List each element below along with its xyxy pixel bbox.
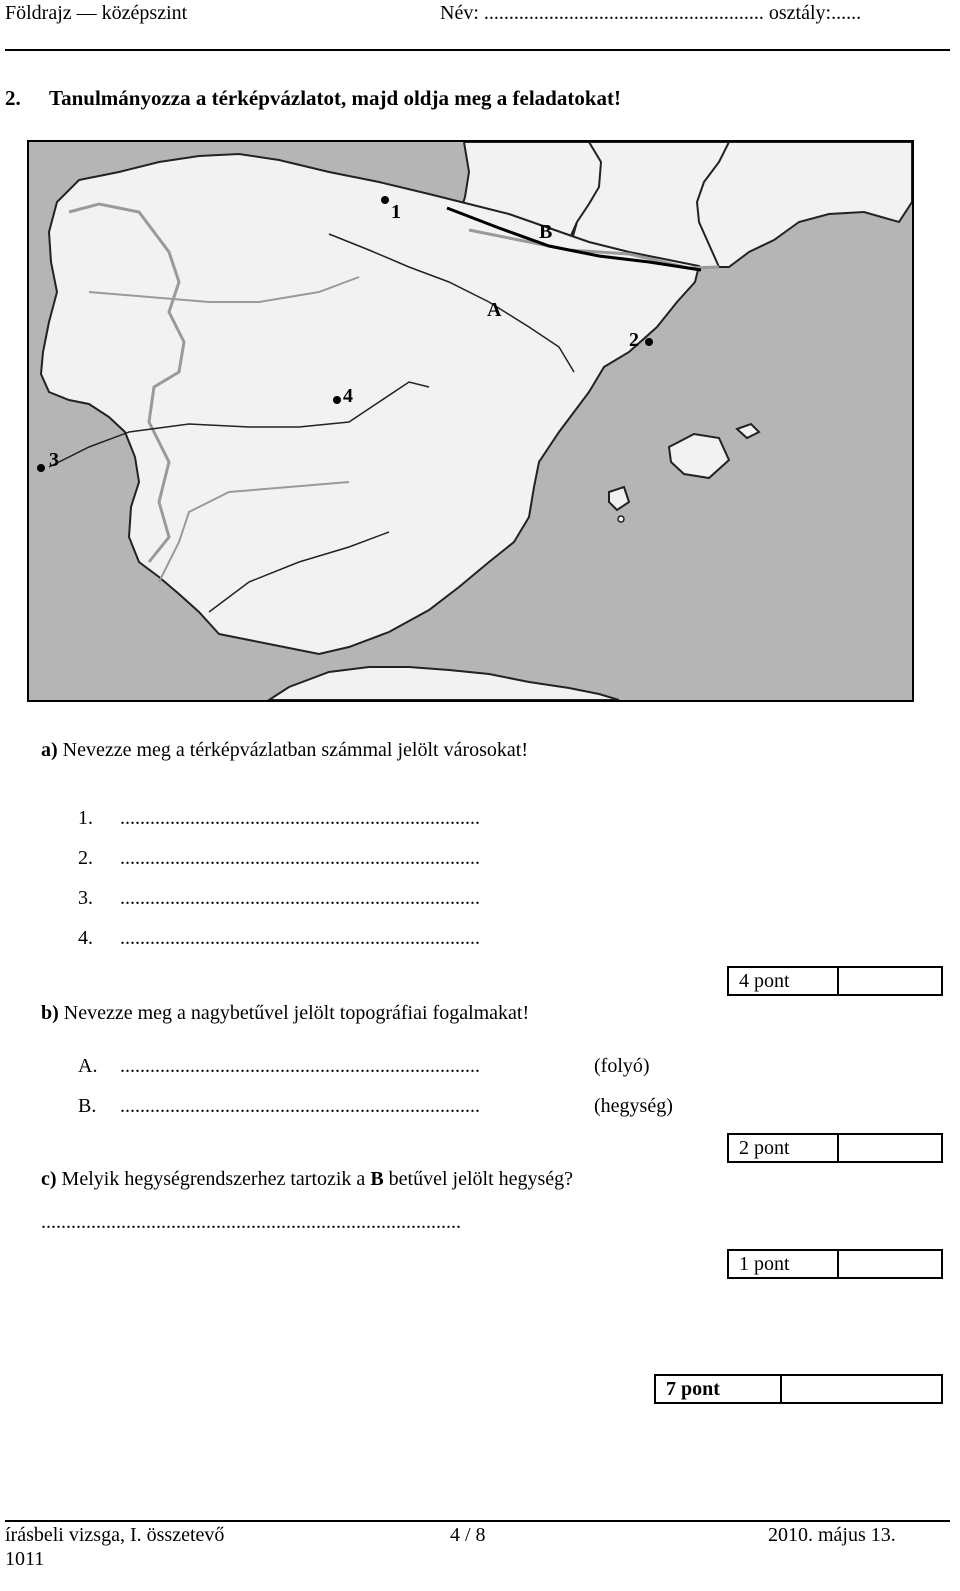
answer-number: 3. bbox=[78, 887, 93, 909]
score-label: 1 pont bbox=[729, 1251, 839, 1277]
answer-dots: ........................................................................ bbox=[120, 807, 480, 829]
city-3-dot bbox=[37, 464, 45, 472]
footer-page: 4 / 8 bbox=[450, 1524, 486, 1546]
question-a-text: Nevezze meg a térképvázlatban számmal jelölt városokat! bbox=[62, 739, 529, 761]
score-input[interactable] bbox=[839, 968, 941, 994]
answer-line-A[interactable] bbox=[78, 1054, 480, 1078]
score-label: 4 pont bbox=[729, 968, 839, 994]
header-name-field: Név: ........................................................ osztály:...... bbox=[440, 2, 862, 24]
score-box-c bbox=[727, 1249, 943, 1279]
answer-dots: ........................................................................ bbox=[120, 847, 480, 869]
task-number: 2. bbox=[5, 86, 21, 110]
footer-date: 2010. május 13. bbox=[768, 1524, 896, 1546]
total-score-input[interactable] bbox=[782, 1376, 941, 1402]
task-title bbox=[5, 86, 621, 111]
label-city-4: 4 bbox=[343, 385, 353, 407]
footer-left: írásbeli vizsga, I. összetevő bbox=[5, 1524, 225, 1546]
score-input[interactable] bbox=[839, 1135, 941, 1161]
question-a bbox=[41, 737, 528, 763]
answer-number: 4. bbox=[78, 927, 93, 949]
city-1-dot bbox=[381, 196, 389, 204]
sketch-map bbox=[27, 140, 914, 702]
answer-line-c[interactable]: .................................................................................... bbox=[41, 1211, 461, 1233]
city-2-dot bbox=[645, 338, 653, 346]
answer-type-B: (hegység) bbox=[594, 1095, 673, 1117]
formentera bbox=[618, 516, 624, 522]
task-instruction: Tanulmányozza a térképvázlatot, majd oldja meg a feladatokat! bbox=[49, 86, 622, 110]
iberia-map-svg bbox=[29, 142, 912, 700]
question-a-letter: a) bbox=[41, 739, 58, 761]
total-score-label: 7 pont bbox=[656, 1376, 782, 1402]
label-city-2: 2 bbox=[629, 329, 639, 351]
answer-number: 1. bbox=[78, 807, 93, 829]
answer-line-4[interactable] bbox=[78, 926, 480, 950]
footer-rule bbox=[5, 1520, 950, 1522]
question-c-text-after: betűvel jelölt hegység? bbox=[388, 1168, 574, 1190]
answer-dots: ........................................................................ bbox=[120, 1095, 480, 1117]
answer-dots: ........................................................................ bbox=[120, 1055, 480, 1077]
city-4-dot bbox=[333, 396, 341, 404]
score-input[interactable] bbox=[839, 1251, 941, 1277]
score-label: 2 pont bbox=[729, 1135, 839, 1161]
score-box-b bbox=[727, 1133, 943, 1163]
question-c-text-before: Melyik hegységrendszerhez tartozik a bbox=[61, 1168, 366, 1190]
label-city-3: 3 bbox=[49, 449, 59, 471]
answer-line-1[interactable] bbox=[78, 806, 480, 830]
question-c-bold-letter: B bbox=[370, 1168, 384, 1190]
answer-line-3[interactable] bbox=[78, 886, 480, 910]
label-mountain-B: B bbox=[539, 221, 553, 243]
answer-letter: A. bbox=[78, 1055, 98, 1077]
answer-letter: B. bbox=[78, 1095, 97, 1117]
answer-line-2[interactable] bbox=[78, 846, 480, 870]
question-b-letter: b) bbox=[41, 1002, 59, 1024]
header-rule bbox=[5, 49, 950, 51]
answer-dots: ........................................................................ bbox=[120, 887, 480, 909]
answer-number: 2. bbox=[78, 847, 93, 869]
answer-line-B[interactable] bbox=[78, 1094, 480, 1118]
question-b-text: Nevezze meg a nagybetűvel jelölt topográfiai fogalmakat! bbox=[63, 1002, 530, 1024]
label-city-1: 1 bbox=[391, 201, 401, 223]
header-subject: Földrajz — középszint bbox=[5, 2, 188, 24]
footer-code: 1011 bbox=[5, 1548, 45, 1570]
question-b bbox=[41, 1000, 529, 1026]
total-score-box bbox=[654, 1374, 943, 1404]
question-c-letter: c) bbox=[41, 1168, 57, 1190]
answer-type-A: (folyó) bbox=[594, 1055, 650, 1077]
question-c bbox=[41, 1166, 573, 1192]
score-box-a bbox=[727, 966, 943, 996]
answer-dots: ........................................................................ bbox=[120, 927, 480, 949]
label-river-A: A bbox=[487, 299, 502, 321]
